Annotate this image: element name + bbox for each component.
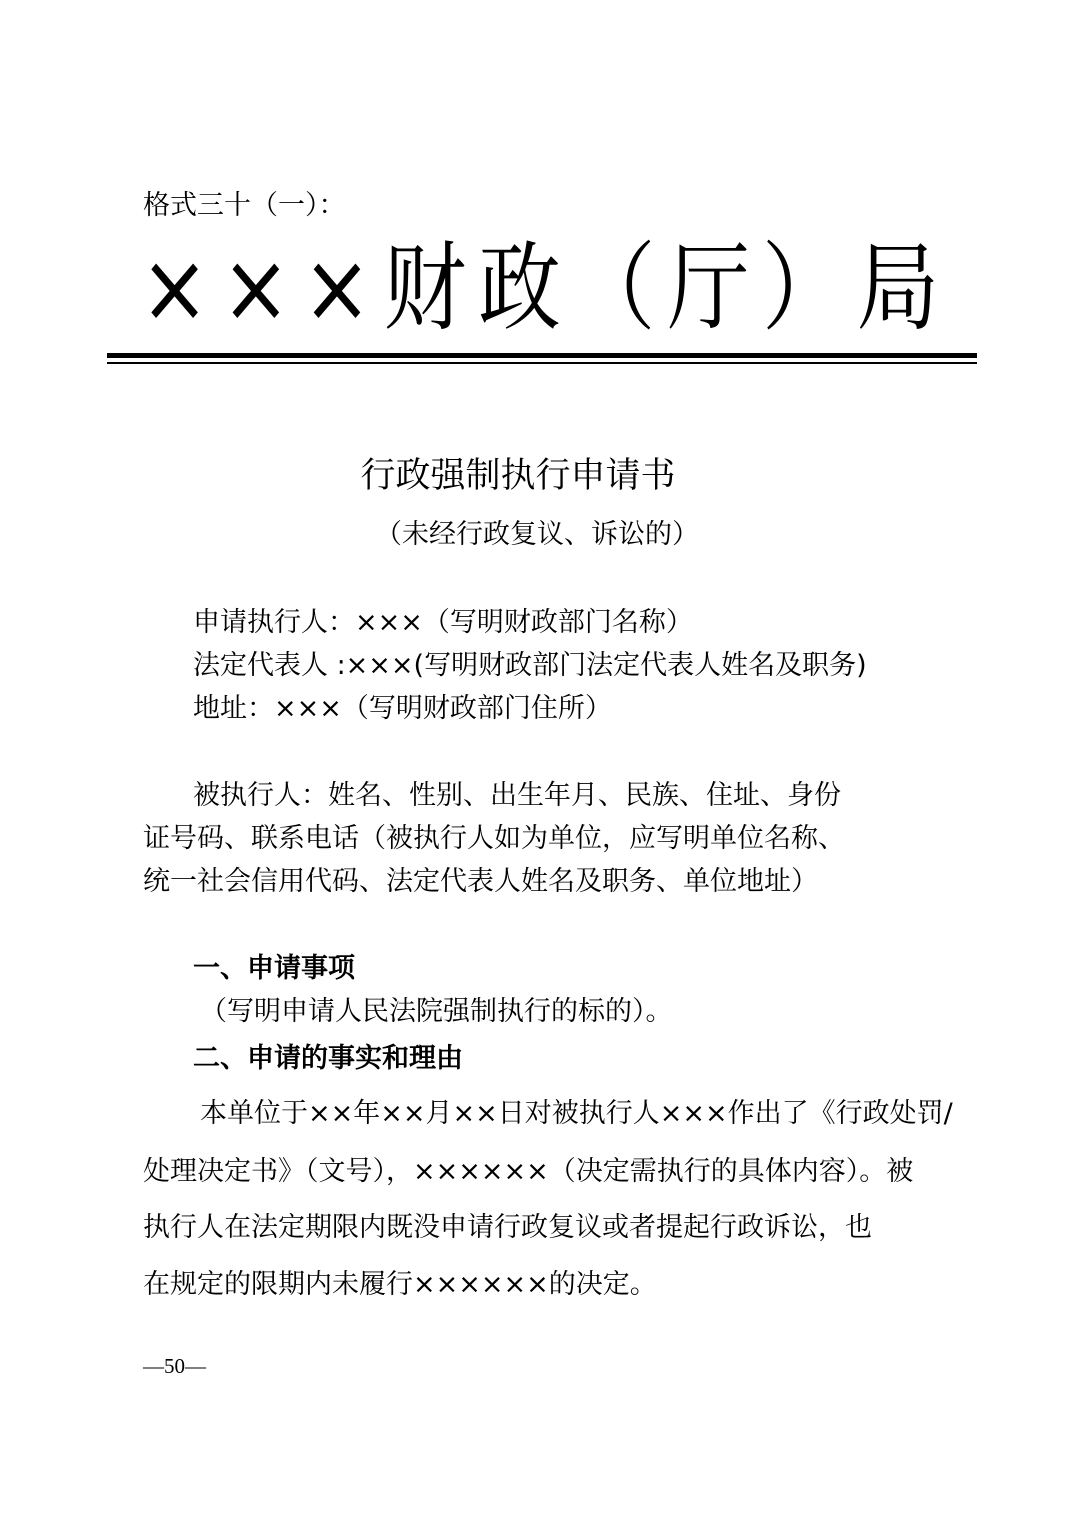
page-number: —50— bbox=[143, 1354, 206, 1378]
document-title: 行政强制执行申请书 bbox=[360, 456, 676, 496]
applicant-name: 申请执行人：×××（写明财政部门名称） bbox=[193, 607, 693, 638]
facts-paragraph-line: 执行人在法定期限内既没申请行政复议或者提起行政诉讼，也 bbox=[143, 1212, 872, 1243]
facts-paragraph-line: 本单位于××年××月××日对被执行人×××作出了《行政处罚/ bbox=[200, 1098, 953, 1129]
applicant-address: 地址：×××（写明财政部门住所） bbox=[193, 693, 612, 724]
letterhead-divider-thin bbox=[107, 362, 977, 364]
respondent-line: 统一社会信用代码、法定代表人姓名及职务、单位地址） bbox=[143, 866, 818, 897]
section-heading-facts: 二、申请的事实和理由 bbox=[193, 1043, 463, 1074]
facts-paragraph-line: 处理决定书》（文号），××××××（决定需执行的具体内容）。被 bbox=[143, 1156, 914, 1187]
facts-paragraph-line: 在规定的限期内未履行××××××的决定。 bbox=[143, 1269, 657, 1300]
letterhead-divider-thick bbox=[107, 353, 977, 358]
applicant-representative: 法定代表人 :×××(写明财政部门法定代表人姓名及职务) bbox=[193, 650, 867, 681]
section-heading-request: 一、申请事项 bbox=[193, 953, 355, 984]
section-body-request: （写明申请人民法院强制执行的标的）。 bbox=[200, 996, 673, 1027]
format-label: 格式三十（一）： bbox=[143, 190, 346, 221]
respondent-line: 证号码、联系电话（被执行人如为单位，应写明单位名称、 bbox=[143, 823, 845, 854]
document-subtitle: （未经行政复议、诉讼的） bbox=[375, 519, 699, 550]
respondent-line: 被执行人：姓名、性别、出生年月、民族、住址、身份 bbox=[193, 780, 841, 811]
letterhead-title: ×××财政（厅）局 bbox=[140, 232, 952, 344]
